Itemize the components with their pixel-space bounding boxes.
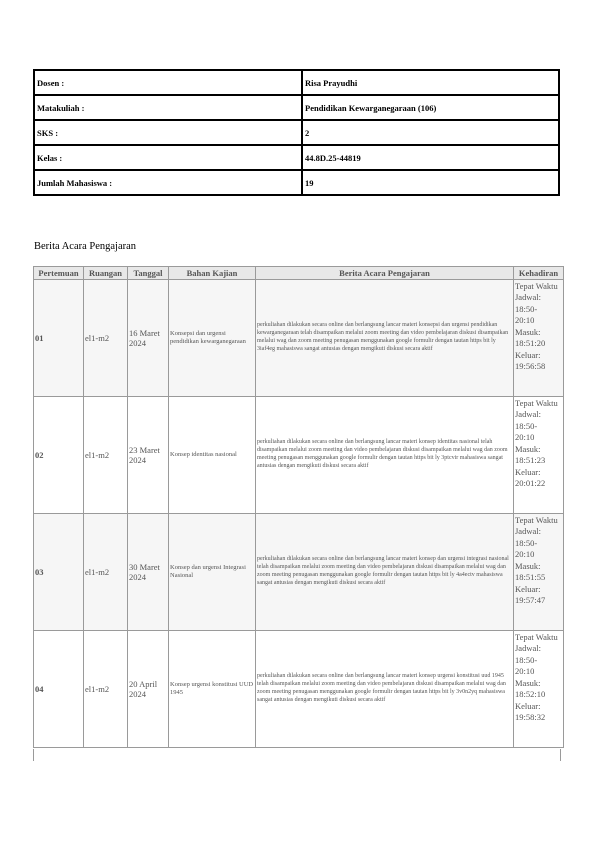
table-row [34, 280, 564, 397]
table-header-row [34, 267, 564, 280]
kehadiran-keluar-time: 19:56:58 [515, 361, 546, 372]
info-value: 44.8D.25-44819 [302, 145, 559, 170]
kehadiran-keluar-label: Keluar: [515, 700, 541, 711]
kehadiran-keluar-label: Keluar: [515, 349, 541, 360]
info-value: Risa Prayudhi [302, 70, 559, 95]
info-row-kelas [34, 145, 559, 170]
cell-kehadiran [514, 280, 564, 397]
kehadiran-jadwal-label: Jadwal: [515, 292, 541, 303]
header-kehadiran: Kehadiran [514, 267, 564, 280]
info-row-matakuliah [34, 95, 559, 120]
kehadiran-jadwal-start: 18:50- [515, 654, 538, 665]
cell-berita-acara: perkuliahan dilakukan secara online dan berlangsung lancar materi konsep dan urgensi integrasi nasional telah disampaikan melalui zoom meeting dan video pembelajaran diskusi disampaikan melalui wag dan zoom meeting penugasan menggunakan google formulir dengan tautan https bit ly 4a4ectv mahasiswa sangat antusias dengan mengikuti diskusi secara aktif [256, 514, 514, 631]
info-value: 19 [302, 170, 559, 195]
info-value: 2 [302, 120, 559, 145]
kehadiran-masuk-time: 18:51:55 [515, 572, 546, 583]
cell-tanggal: 20 April 2024 [128, 631, 169, 748]
info-label: Jumlah Mahasiswa : [34, 170, 302, 195]
kehadiran-jadwal-end: 20:10 [515, 315, 535, 326]
kehadiran-jadwal-end: 20:10 [515, 666, 535, 677]
header-berita-acara: Berita Acara Pengajaran [256, 267, 514, 280]
section-title: Berita Acara Pengajaran [34, 241, 137, 252]
cell-berita-acara: perkuliahan dilakukan secara online dan berlangsung lancar materi konsep identitas nasional telah disampaikan melalui zoom meeting dan video pembelajaran diskusi disampaikan melalui wag dan zoom meeting penugasan menggunakan google formulir dengan tautan https bit ly 3ptcvir mahasiswa sangat antusias dengan mengikuti diskusi secara aktif [256, 397, 514, 514]
cell-tanggal: 30 Maret 2024 [128, 514, 169, 631]
table-row [34, 514, 564, 631]
cell-ruangan: el1-m2 [84, 631, 128, 748]
info-row-jumlah [34, 170, 559, 195]
cell-bahan-kajian: Konsep dan urgensi Integrasi Nasional [169, 514, 256, 631]
kehadiran-status: Tepat Waktu [515, 398, 558, 408]
cell-ruangan: el1-m2 [84, 280, 128, 397]
kehadiran-jadwal-end: 20:10 [515, 549, 535, 560]
kehadiran-masuk-label: Masuk: [515, 326, 541, 337]
info-label: Matakuliah : [34, 95, 302, 120]
info-label: SKS : [34, 120, 302, 145]
kehadiran-masuk-label: Masuk: [515, 677, 541, 688]
kehadiran-masuk-time: 18:51:23 [515, 455, 546, 466]
kehadiran-jadwal-label: Jadwal: [515, 526, 541, 537]
kehadiran-status: Tepat Waktu [515, 632, 558, 642]
kehadiran-keluar-time: 19:58:32 [515, 712, 546, 723]
cell-berita-acara: perkuliahan dilakukan secara online dan berlangsung lancar materi konsep urgensi konstitusi uud 1945 telah disampaikan melalui zoom meeting dan video pembelajaran diskusi disampaikan melalui wag dan zoom meeting penugasan menggunakan google formulir dengan tautan https bit ly 3v0n2yq mahasiswa sangat antusias dengan mengikuti diskusi secara aktif [256, 631, 514, 748]
kehadiran-jadwal-end: 20:10 [515, 432, 535, 443]
cell-bahan-kajian: Konsep identitas nasional [169, 397, 256, 514]
cell-kehadiran [514, 631, 564, 748]
kehadiran-jadwal-label: Jadwal: [515, 643, 541, 654]
cell-ruangan: el1-m2 [84, 397, 128, 514]
kehadiran-keluar-label: Keluar: [515, 583, 541, 594]
cell-berita-acara: perkuliahan dilakukan secara online dan berlangsung lancar materi konsepsi dan urgensi pendidikan kewarganegaraan telah disampaikan melalui zoom meeting dan video pembelajaran diskusi disampaikan melalui wag dan zoom meeting penugasan menggunakan google formulir dengan tautan https bit ly 3iaf4eg mahasiswa sangat antusias dengan mengikuti diskusi secara aktif [256, 280, 514, 397]
kehadiran-status: Tepat Waktu [515, 281, 558, 291]
kehadiran-jadwal-start: 18:50- [515, 420, 538, 431]
info-row-dosen [34, 70, 559, 95]
header-pertemuan: Pertemuan [34, 267, 84, 280]
info-value: Pendidikan Kewarganegaraan (106) [302, 95, 559, 120]
cell-bahan-kajian: Konsep urgensi konstitusi UUD 1945 [169, 631, 256, 748]
kehadiran-jadwal-label: Jadwal: [515, 409, 541, 420]
info-label: Kelas : [34, 145, 302, 170]
table-continuation-left [33, 749, 34, 761]
header-ruangan: Ruangan [84, 267, 128, 280]
cell-tanggal: 23 Maret 2024 [128, 397, 169, 514]
cell-pertemuan: 02 [34, 397, 84, 514]
cell-bahan-kajian: Konsepsi dan urgensi pendidikan kewarganegaraan [169, 280, 256, 397]
table-row [34, 397, 564, 514]
info-row-sks [34, 120, 559, 145]
kehadiran-jadwal-start: 18:50- [515, 303, 538, 314]
header-bahan-kajian: Bahan Kajian [169, 267, 256, 280]
header-tanggal: Tanggal [128, 267, 169, 280]
cell-ruangan: el1-m2 [84, 514, 128, 631]
cell-pertemuan: 01 [34, 280, 84, 397]
kehadiran-keluar-time: 19:57:47 [515, 595, 546, 606]
kehadiran-jadwal-start: 18:50- [515, 537, 538, 548]
kehadiran-status: Tepat Waktu [515, 515, 558, 525]
kehadiran-masuk-label: Masuk: [515, 560, 541, 571]
cell-tanggal: 16 Maret 2024 [128, 280, 169, 397]
kehadiran-keluar-time: 20:01:22 [515, 478, 546, 489]
cell-kehadiran [514, 397, 564, 514]
cell-kehadiran [514, 514, 564, 631]
kehadiran-keluar-label: Keluar: [515, 466, 541, 477]
table-continuation-right [560, 749, 561, 761]
cell-pertemuan: 04 [34, 631, 84, 748]
kehadiran-masuk-time: 18:52:10 [515, 689, 546, 700]
teaching-record-table [33, 266, 564, 748]
cell-pertemuan: 03 [34, 514, 84, 631]
course-info-table [33, 69, 560, 196]
info-label: Dosen : [34, 70, 302, 95]
kehadiran-masuk-label: Masuk: [515, 443, 541, 454]
kehadiran-masuk-time: 18:51:20 [515, 338, 546, 349]
table-row [34, 631, 564, 748]
